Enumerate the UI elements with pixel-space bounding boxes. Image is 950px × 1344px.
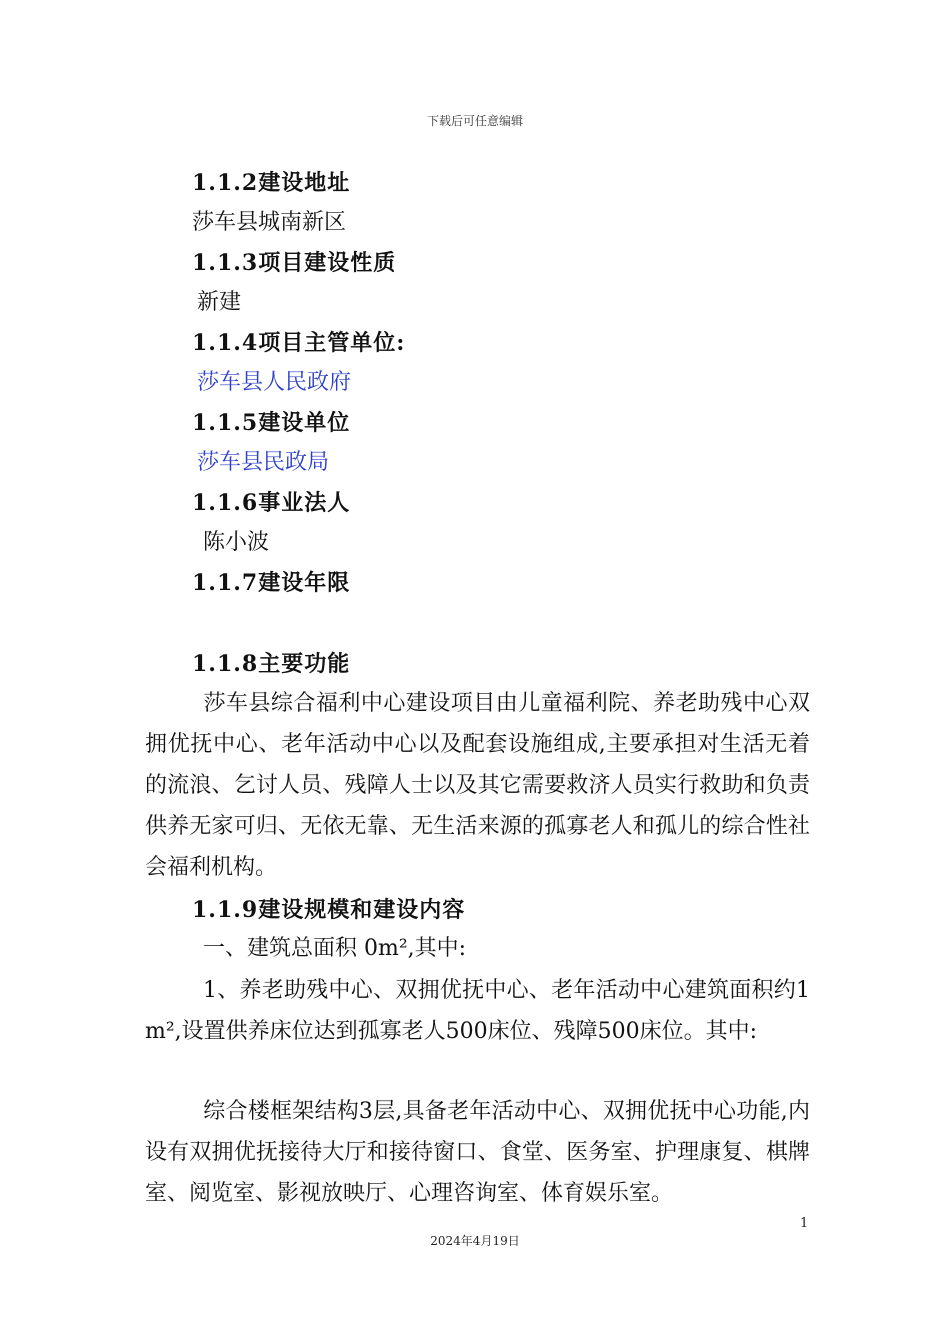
elderly-center-text: 1、养老助残中心、双拥优抚中心、老年活动中心建筑面积约1 m²,设置供养床位达到孤寡老人500床位、残障500床位。其中: [145,978,810,1044]
main-functions-paragraph [145,683,810,888]
heading-project-nature: 1.1.3项目建设性质 [192,250,397,276]
heading-legal-person: 1.1.6事业法人 [192,490,351,516]
elderly-center-paragraph [145,970,810,1052]
main-functions-text: 莎车县综合福利中心建设项目由儿童福利院、养老助残中心双拥优抚中心、老年活动中心以及配套设施组成,主要承担对生活无着的流浪、乞讨人员、残障人士以及其它需要救济人员实行救助和负责供养无家可归、无依无靠、无生活来源的孤寡老人和孤儿的综合性社会福利机构。 [145,691,810,880]
construction-unit-value: 莎车县民政局 [197,450,330,475]
heading-construction-address: 1.1.2建设地址 [192,170,351,196]
heading-construction-unit: 1.1.5建设单位 [192,410,351,436]
page-footer-date: 2024年4月19日 [430,1234,520,1248]
heading-scale-content: 1.1.9建设规模和建设内容 [192,897,466,923]
heading-construction-period: 1.1.7建设年限 [192,570,351,596]
page-header: 下载后可任意编辑 [426,114,523,128]
total-area-line: 一、建筑总面积 0m²,其中: [203,936,467,961]
legal-person-value: 陈小波 [203,530,270,555]
supervising-unit-value: 莎车县人民政府 [197,370,352,395]
heading-supervising-unit: 1.1.4项目主管单位: [192,330,406,356]
construction-address-value: 莎车县城南新区 [192,210,347,235]
heading-main-functions: 1.1.8主要功能 [192,651,351,677]
page-number: 1 [800,1216,809,1231]
project-nature-value: 新建 [197,290,242,315]
complex-building-paragraph [145,1091,810,1214]
complex-building-text: 综合楼框架结构3层,具备老年活动中心、双拥优抚中心功能,内设有双拥优抚接待大厅和接待窗口、食堂、医务室、护理康复、棋牌室、阅览室、影视放映厅、心理咨询室、体育娱乐室。 [145,1099,810,1206]
